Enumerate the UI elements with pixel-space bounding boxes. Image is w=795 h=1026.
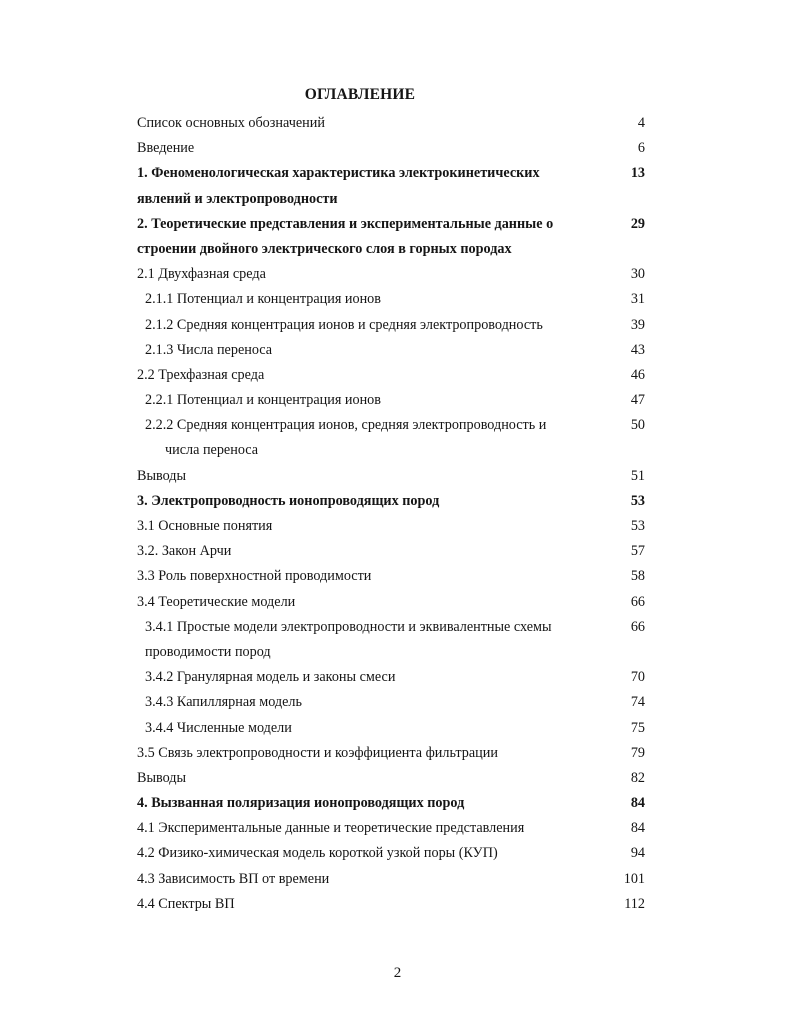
- toc-entry: [0, 464, 795, 489]
- toc-entry-title: 3.2. Закон Арчи: [137, 543, 232, 560]
- toc-entry-title: 2.1.2 Средняя концентрация ионов и средняя электропроводность: [145, 316, 543, 333]
- page-number: 2: [393, 965, 402, 981]
- toc-title: ОГЛАВЛЕНИЕ: [304, 86, 416, 103]
- toc-entry-title: Список основных обозначений: [137, 115, 325, 131]
- toc-entry-title: 2.2 Трехфазная среда: [137, 366, 265, 383]
- toc-entry-page: 47: [630, 392, 645, 409]
- toc-entry-title: 3.4.4 Численные модели: [145, 719, 292, 736]
- toc-entry-continuation: [0, 438, 795, 463]
- toc-entry-page: 50: [630, 417, 645, 434]
- toc-entry-page: 112: [624, 895, 645, 912]
- toc-entry-title: 2.2.1 Потенциал и концентрация ионов: [145, 392, 381, 409]
- toc-entry-page: 6: [637, 140, 645, 157]
- toc-entry: [0, 413, 795, 438]
- toc-entry-title: 3.4 Теоретические модели: [137, 593, 296, 610]
- toc-entry-page: 31: [630, 291, 645, 308]
- toc-entry-continuation: [0, 187, 795, 212]
- toc-entry-page: 57: [630, 543, 645, 560]
- toc-entry: [0, 489, 795, 514]
- toc-entry: [0, 313, 795, 338]
- toc-entry: [0, 867, 795, 892]
- toc-entry: [0, 741, 795, 766]
- toc-entry-title-cont: числа переноса: [165, 442, 259, 459]
- toc-entry: [0, 892, 795, 917]
- toc-entry-page: 66: [630, 618, 645, 635]
- toc-entry: [0, 766, 795, 791]
- toc-entry-title: Выводы: [137, 769, 187, 786]
- toc-entry-page: 53: [630, 518, 645, 534]
- toc-entry-page: 66: [630, 593, 645, 610]
- toc-entry-page: 51: [630, 467, 645, 484]
- toc-entry-title: 3.3 Роль поверхностной проводимости: [137, 568, 372, 585]
- toc-entry-title-cont: строении двойного электрического слоя в горных породах: [137, 240, 512, 257]
- toc-entry-page: 84: [630, 795, 645, 812]
- toc-entry-page: 101: [623, 870, 645, 887]
- toc-entry-title: 2.1 Двухфазная среда: [137, 266, 266, 283]
- toc-entry-title: 2.2.2 Средняя концентрация ионов, средняя электропроводность и: [145, 417, 547, 434]
- toc-entry: [0, 287, 795, 312]
- toc-entry: [0, 841, 795, 866]
- toc-entry: [0, 716, 795, 741]
- toc-entry-title: 3. Электропроводность ионопроводящих пород: [137, 492, 440, 509]
- toc-entry-continuation: [0, 237, 795, 262]
- toc-entry-page: 70: [630, 669, 645, 686]
- toc-entry-page: 46: [630, 366, 645, 383]
- toc-entry-page: 74: [630, 694, 645, 711]
- toc-entry: [0, 514, 795, 539]
- toc-entry: [0, 338, 795, 363]
- toc-entry-page: 79: [630, 744, 645, 761]
- toc-entry-page: 13: [630, 165, 645, 182]
- toc-entry-title: 3.1 Основные понятия: [137, 518, 273, 534]
- toc-entry-page: 4: [637, 115, 645, 131]
- toc-entry-page: 29: [630, 215, 645, 232]
- toc-entry: [0, 791, 795, 816]
- toc-entry: [0, 564, 795, 589]
- toc-entry: [0, 690, 795, 715]
- toc-entry-title: 3.4.1 Простые модели электропроводности и эквивалентные схемы: [145, 618, 552, 635]
- toc-entry-title: 1. Феноменологическая характеристика электрокинетических: [137, 165, 540, 182]
- toc-entry: [0, 212, 795, 237]
- toc-entry-title: 2.1.1 Потенциал и концентрация ионов: [145, 291, 381, 308]
- toc-entry: [0, 161, 795, 186]
- toc-entry-title: 4.4 Спектры ВП: [137, 895, 235, 912]
- toc-entry: [0, 590, 795, 615]
- toc-entry-page: 39: [630, 316, 645, 333]
- toc-entry: [0, 262, 795, 287]
- toc-entry-title-cont: проводимости пород: [145, 643, 271, 660]
- toc-entry: [0, 665, 795, 690]
- toc-entry-title: Введение: [137, 140, 195, 157]
- toc-entry-title: 4. Вызванная поляризация ионопроводящих пород: [137, 795, 465, 812]
- toc-entry-title: 2. Теоретические представления и экспериментальные данные о: [137, 215, 554, 232]
- toc-entry-page: 30: [630, 266, 645, 283]
- toc-entry-page: 53: [630, 492, 645, 509]
- toc-entry-title: 3.5 Связь электропроводности и коэффициента фильтрации: [137, 744, 498, 761]
- toc-entry-page: 94: [630, 845, 645, 862]
- toc-entry-title: 4.3 Зависимость ВП от времени: [137, 870, 330, 887]
- toc-entry-page: 82: [630, 769, 645, 786]
- toc-entry-page: 43: [630, 341, 645, 358]
- table-of-contents: [0, 111, 795, 917]
- toc-entry-title: 4.2 Физико-химическая модель короткой узкой поры (КУП): [137, 845, 498, 862]
- toc-entry-page: 84: [630, 820, 645, 837]
- toc-entry: [0, 615, 795, 640]
- toc-entry-title-cont: явлений и электропроводности: [137, 190, 338, 207]
- toc-entry-page: 75: [630, 719, 645, 736]
- toc-entry: [0, 539, 795, 564]
- toc-entry: [0, 111, 795, 136]
- toc-entry: [0, 363, 795, 388]
- toc-entry: [0, 136, 795, 161]
- toc-entry-continuation: [0, 640, 795, 665]
- toc-entry-title: 4.1 Экспериментальные данные и теоретические представления: [137, 820, 525, 837]
- toc-entry-title: 2.1.3 Числа переноса: [145, 341, 273, 358]
- toc-entry: [0, 388, 795, 413]
- toc-entry-page: 58: [630, 568, 645, 585]
- toc-entry: [0, 816, 795, 841]
- toc-entry-title: 3.4.2 Гранулярная модель и законы смеси: [145, 669, 396, 686]
- toc-entry-title: 3.4.3 Капиллярная модель: [145, 694, 302, 711]
- toc-entry-title: Выводы: [137, 467, 187, 484]
